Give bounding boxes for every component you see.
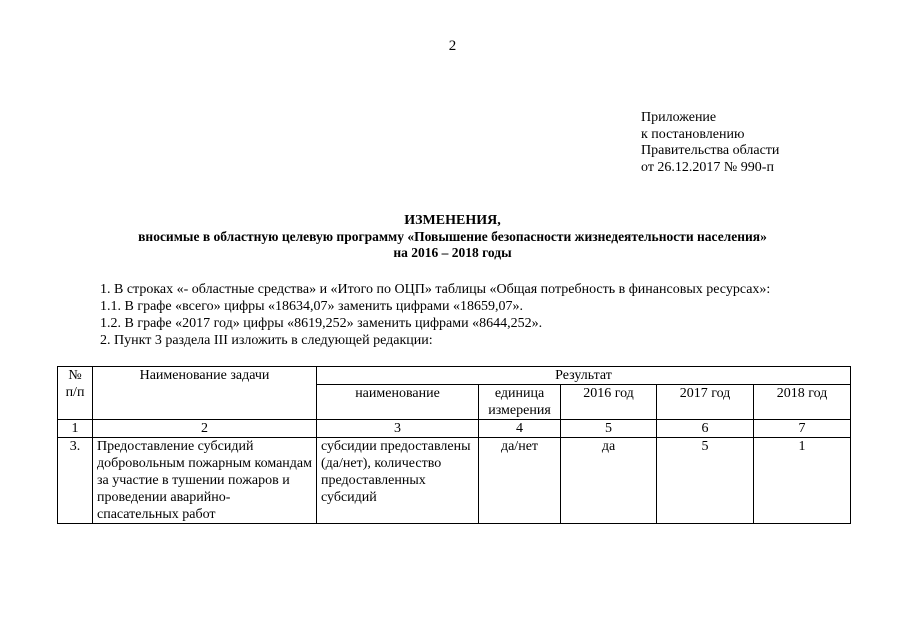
change-item: 2. Пункт 3 раздела III изложить в следующей редакции: [100, 333, 433, 348]
row-2016: да [561, 438, 657, 524]
appendix-line: к постановлению [641, 126, 745, 142]
results-table [57, 366, 851, 524]
change-item: 1.2. В графе «2017 год» цифры «8619,252» заменить цифрами «8644,252». [100, 316, 543, 331]
change-item: 1.1. В графе «всего» цифры «18634,07» заменить цифрами «18659,07». [100, 299, 523, 314]
header-2016: 2016 год [561, 385, 657, 420]
header-2018: 2018 год [754, 385, 851, 420]
header-2017: 2017 год [657, 385, 754, 420]
document-heading [0, 213, 905, 261]
appendix-block [641, 110, 779, 176]
header-unit: единица измерения [479, 385, 561, 420]
appendix-line: от 26.12.2017 № 990-п [641, 159, 774, 175]
table-row [58, 438, 851, 524]
col-number: 1 [58, 420, 93, 438]
row-unit: да/нет [479, 438, 561, 524]
col-number: 7 [754, 420, 851, 438]
col-number: 3 [317, 420, 479, 438]
appendix-line: Правительства области [641, 143, 780, 158]
header-name: наименование [317, 385, 479, 420]
row-num: 3. [58, 438, 93, 524]
table-header-row [58, 367, 851, 385]
header-task: Наименование задачи [93, 367, 317, 420]
changes-list [100, 281, 770, 349]
change-item: 1. В строках «- областные средства» и «Итого по ОЦП» таблицы «Общая потребность в финансовых ресурсах»: [100, 282, 771, 297]
appendix-line: Приложение [641, 110, 717, 125]
row-task: Предоставление субсидий добровольным пожарным командам за участие в тушении пожаров и проведении аварийно-спасательных работ [93, 438, 317, 524]
column-number-row [58, 420, 851, 438]
header-result: Результат [317, 367, 851, 385]
col-number: 2 [93, 420, 317, 438]
row-2017: 5 [657, 438, 754, 524]
page-number: 2 [448, 38, 457, 54]
row-2018: 1 [754, 438, 851, 524]
col-number: 4 [479, 420, 561, 438]
row-name: субсидии предоставлены (да/нет), количество предоставленных субсидий [317, 438, 479, 524]
heading-period: на 2016 – 2018 годы [393, 245, 512, 260]
col-number: 5 [561, 420, 657, 438]
heading-title: ИЗМЕНЕНИЯ, [404, 213, 501, 228]
heading-subtitle: вносимые в областную целевую программу «Повышение безопасности жизнедеятельности населения» [138, 229, 767, 244]
col-number: 6 [657, 420, 754, 438]
header-num: № п/п [58, 367, 93, 420]
